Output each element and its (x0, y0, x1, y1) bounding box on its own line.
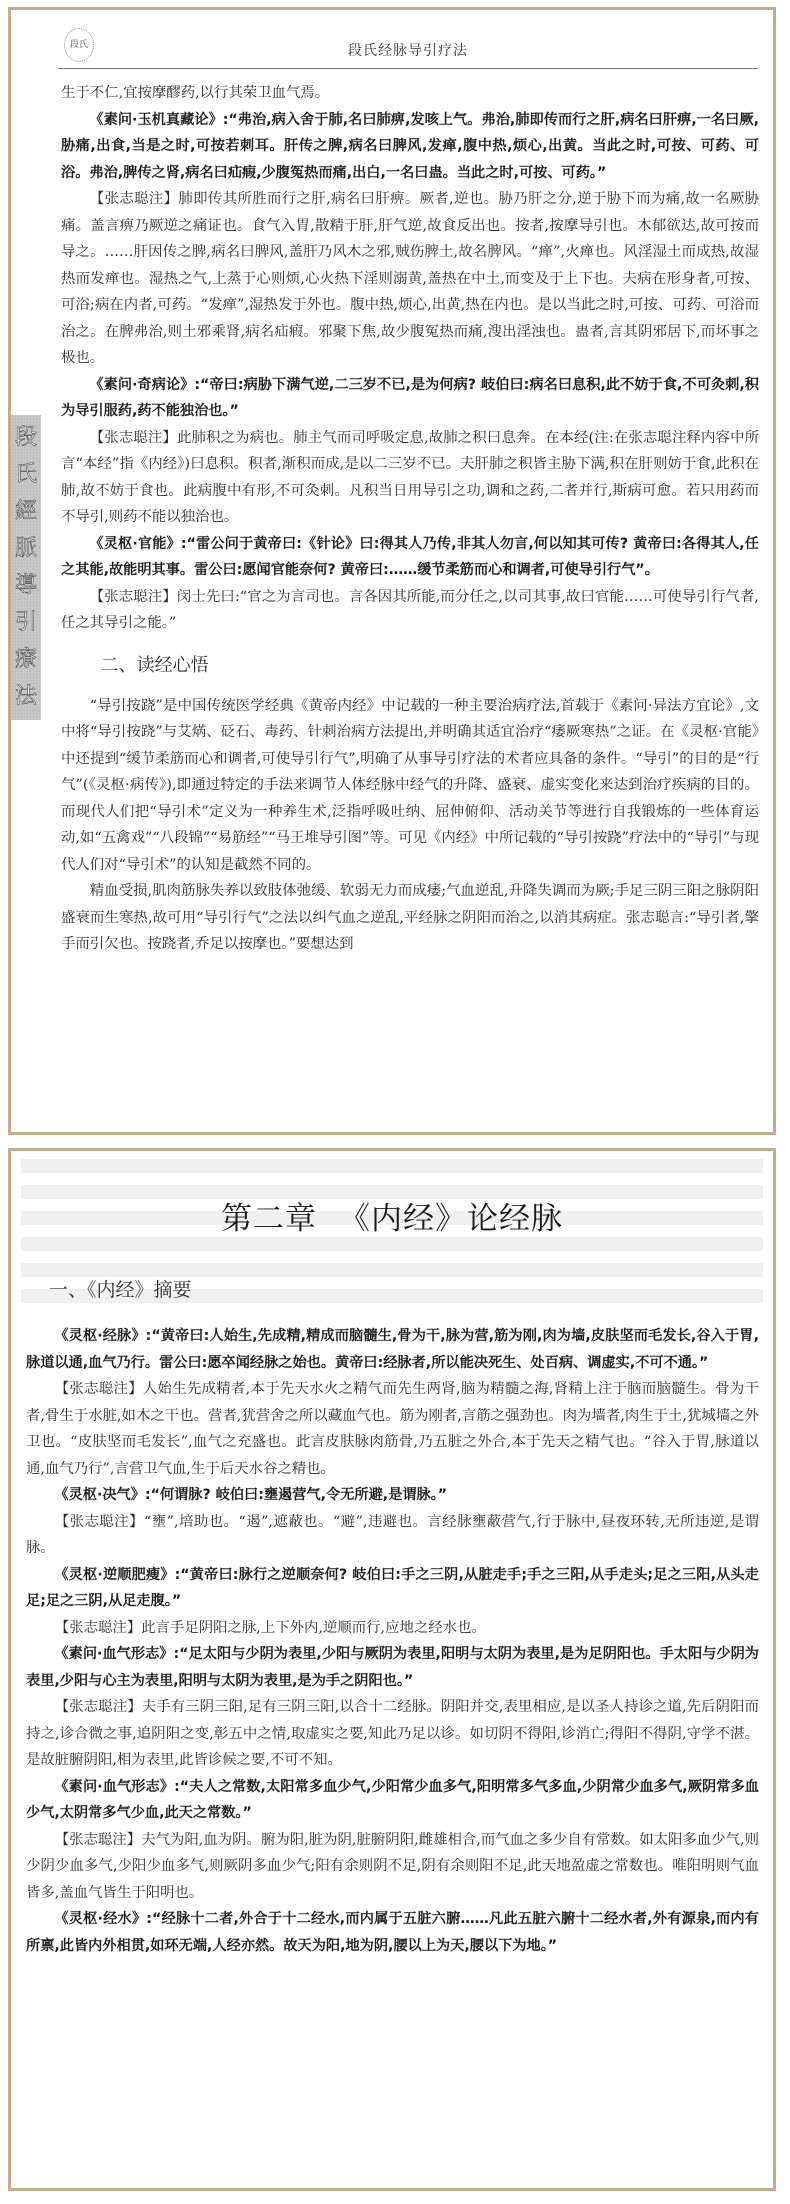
commentary-paragraph: 【张志聪注】闵士先曰:“官之为言司也。言各因其所能,而分任之,以司其事,故曰官能……可使导引行气者,任之其导引之能。” (61, 588, 759, 631)
side-seal-stamp (11, 415, 41, 720)
seal-char: 導 (14, 573, 37, 599)
classic-quote: 《灵枢·逆顺肥瘦》:“黄帝曰:脉行之逆顺奈何? 岐伯曰:手之三阴,从脏走手;手之三阳,从手走头;足之三阳,从头走足;足之三阴,从足走腹。” (26, 1566, 759, 1609)
classic-quote: 《灵枢·决气》:“何谓脉? 岐伯曰:壅遏营气,令无所避,是谓脉。” (54, 1487, 448, 1503)
seal-char: 脈 (14, 535, 37, 561)
commentary-paragraph: 【张志聪注】“壅”,培助也。“遏”,遮蔽也。“避”,违避也。言经脉壅蔽营气,行于脉中,昼夜环转,无所违逆,是谓脉。 (26, 1513, 759, 1556)
classic-quote: 《灵枢·经脉》:“黄帝曰:人始生,先成精,精成而脑髓生,骨为干,脉为营,筋为刚,肉为墙,皮肤坚而毛发长,谷入于胃,脉道以通,血气乃行。雷公曰:愿卒闻经脉之始也。黄帝曰:经脉者,所以能决死生、处百病、调虚实,不可不通。” (26, 1328, 759, 1371)
seal-char: 療 (14, 647, 37, 673)
seal-char: 段 (14, 424, 37, 450)
section-heading: 二、读经心悟 (100, 654, 209, 676)
commentary-paragraph: 【张志聪注】夫气为阳,血为阴。腑为阳,脏为阴,脏腑阴阳,雌雄相合,而气血之多少自有常数。如太阳多血少气,则少阴少血多气,少阳少血多气,则厥阴多血少气;阳有余则阴不足,阴有余则阳不足,此天地盈虚之常数也。唯阳明则气血皆多,盖血气皆生于阳明也。 (26, 1831, 759, 1901)
chapter-title (11, 1193, 773, 1238)
seal-char: 引 (14, 610, 37, 636)
seal-char: 氏 (14, 461, 37, 487)
chapter-name: 《内经》论经脉 (339, 1201, 563, 1237)
commentary-paragraph: 【张志聪注】此肺积之为病也。肺主气而司呼吸定息,故肺之积曰息奔。在本经(注:在张志聪注释内容中所言“本经”指《内经》)曰息积。积者,渐积而成,是以二三岁不已。夫肝肺之积皆主胁下满,积在肝则妨于食,此积在肺,故不妨于食也。此病腹中有形,不可灸刺。凡积当日用导引之功,调和之药,二者并行,斯病可愈。若只用药而不导引,则药不能以独治也。 (61, 429, 759, 525)
seal-char: 法 (14, 684, 37, 710)
book-page-2 (8, 1148, 776, 2191)
classic-quote: 《素问·血气形志》:“夫人之常数,太阳常多血少气,少阳常少血多气,阳明常多气多血,少阴常少血多气,厥阴常多血少气,太阴常多气少血,此天之常数。” (26, 1778, 759, 1821)
classic-quote: 《素问·血气形志》:“足太阳与少阴为表里,少阳与厥阴为表里,阳明与太阴为表里,是为足阴阳也。手太阳与少阴为表里,少阳与心主为表里,阳明与太阴为表里,是为手之阴阳也。” (26, 1646, 759, 1689)
commentary-paragraph: 【张志聪注】此言手足阴阳之脉,上下外内,逆顺而行,应地之经水也。 (54, 1619, 486, 1636)
classic-quote: 《素问·玉机真藏论》:“弗治,病入舍于肺,名曰肺痹,发咳上气。弗治,肺即传而行之肝,病名曰肝痹,一名曰厥,胁痛,出食,当是之时,可按若刺耳。肝传之脾,病名曰脾风,发瘅,腹中热,烦心,出黄。当此之时,可按、可药、可浴。弗治,脾传之肾,病名曰疝瘕,少腹冤热而痛,出白,一名曰蛊。当此之时,可按、可药。” (61, 111, 759, 181)
classic-quote: 《素问·奇病论》:“帝曰:病胁下满气逆,二三岁不已,是为何病? 岐伯曰:病名曰息积,此不妨于食,不可灸刺,积为导引服药,药不能独治也。” (61, 376, 759, 419)
seal-logo-icon: 段氏 (64, 28, 94, 62)
page-header (58, 34, 758, 69)
page-1-body (61, 80, 759, 958)
commentary-paragraph: 【张志聪注】肺即传其所胜而行之肝,病名曰肝痹。厥者,逆也。胁乃肝之分,逆于胁下而为痛,故一名厥胁痛。盖言痹乃厥逆之痛证也。食气入胃,散精于肝,肝气逆,故食反出也。按者,按摩导引也。木郁欲达,故可按而导之。……肝因传之脾,病名曰脾风,盖肝乃风木之邪,贼伤脾土,故名脾风。“瘅”,火瘅也。风淫湿土而成热,故湿热而发瘅也。湿热之气,上蒸于心则烦,心火热下淫则溺黄,盖热在中土,而变及于上下也。夫病在形身者,可按、可浴;病在内者,可药。“发瘅”,湿热发于外也。腹中热,烦心,出黄,热在内也。是以当此之时,可按、可药、可浴而治之。在脾弗治,则土邪乘肾,病名疝瘕。邪聚下焦,故少腹冤热而痛,溲出淫浊也。蛊者,言其阴邪居下,而坏事之极也。 (61, 191, 759, 366)
page-2-body (26, 1323, 759, 1959)
chapter-number: 第二章 (221, 1201, 317, 1237)
essay-paragraph: “导引按跷”是中国传统医学经典《黄帝内经》中记载的一种主要治病疗法,首载于《素问·异法方宜论》,文中将“导引按跷”与艾焫、砭石、毒药、针刺治病方法提出,并明确其适宜治疗“痿厥寒热”之证。在《灵枢·官能》中还提到“缓节柔筋而心和调者,可使导引行气”,明确了从事导引疗法的术者应具备的条件。“导引”的目的是“行气”(《灵枢·病传》),即通过特定的手法来调节人体经脉中经气的升降、盛衰、虚实变化来达到治疗疾病的目的。而现代人们把“导引术”定义为一种养生术,泛指呼吸吐纳、屈伸俯仰、活动关节等进行自我锻炼的一些体育运动,如“五禽戏”“八段锦”“易筋经”“马王堆导引图”等。可见《内经》中所记载的“导引按跷”疗法中的“导引”与现代人们对“导引术”的认知是截然不同的。 (61, 697, 759, 873)
seal-char: 經 (14, 498, 37, 524)
commentary-paragraph: 【张志聪注】人始生先成精者,本于先天水火之精气而先生两肾,脑为精髓之海,肾精上注于脑而脑髓生。骨为干者,骨生于水脏,如木之干也。营者,犹营舍之所以藏血气也。筋为刚者,言筋之强劲也。肉为墙者,肉生于土,犹城墙之外卫也。“皮肤坚而毛发长”,血气之充盛也。此言皮肤脉肉筋骨,乃五脏之外合,本于先天之精气也。“谷入于胃,脉道以通,血气乃行”,言营卫气血,生于后天水谷之精也。 (26, 1381, 759, 1477)
commentary-paragraph: 【张志聪注】夫手有三阴三阳,足有三阴三阳,以合十二经脉。阴阳并交,表里相应,是以圣人持诊之道,先后阴阳而持之,诊合微之事,追阴阳之变,彰五中之情,取虚实之要,知此乃足以诊。如切阴不得阳,诊消亡;得阳不得阴,守学不湛。是故脏腑阴阳,相为表里,此皆诊候之要,不可不知。 (26, 1699, 759, 1768)
continuation-paragraph: 生于不仁,宜按摩醪药,以行其荣卫血气焉。 (61, 85, 330, 101)
classic-quote: 《灵枢·经水》:“经脉十二者,外合于十二经水,而内属于五脏六腑……凡此五脏六腑十二经水者,外有源泉,而内有所禀,此皆内外相贯,如环无端,人经亦然。故天为阳,地为阴,腰以上为天,腰以下为地。” (26, 1911, 759, 1954)
classic-quote: 《灵枢·官能》:“雷公问于黄帝曰:《针论》曰:得其人乃传,非其人勿言,何以知其可传? 黄帝曰:各得其人,任之其能,故能明其事。雷公曰:愿闻官能奈何? 黄帝曰:……缓节柔筋而心和调者,可使导引行气”。 (61, 535, 759, 578)
book-page-1 (8, 7, 776, 1135)
running-title: 段氏经脉导引疗法 (348, 43, 468, 59)
section-heading: 一、《内经》摘要 (49, 1279, 192, 1301)
essay-paragraph: 精血受损,肌肉筋脉失养以致肢体弛缓、软弱无力而成痿;气血逆乱,升降失调而为厥;手足三阴三阳之脉阴阳盛衰而生寒热,故可用“导引行气”之法以纠气血之逆乱,平经脉之阴阳而治之,以消其病症。张志聪言:“导引者,擎手而引欠也。按跷者,乔足以按摩也。”要想达到 (61, 883, 759, 952)
